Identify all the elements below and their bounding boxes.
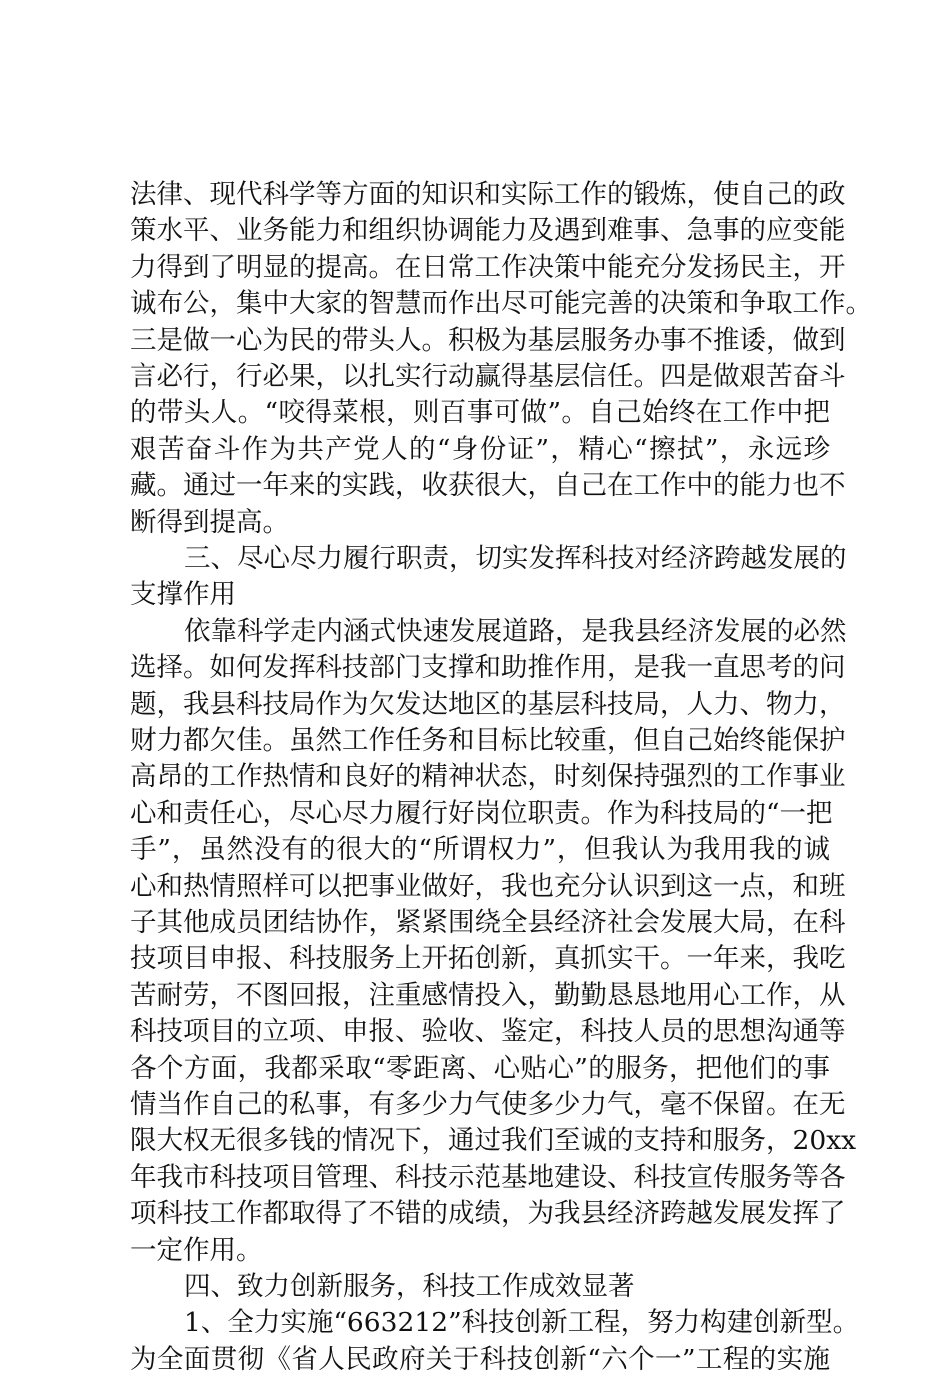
paragraph-line: 子其他成员团结协作，紧紧围绕全县经济社会发展大局，在科 bbox=[130, 907, 846, 938]
paragraph-line: 苦耐劳，不图回报，注重感情投入，勤勤恳恳地用心工作，从 bbox=[130, 980, 846, 1011]
paragraph-line: 各个方面，我都采取“零距离、心贴心”的服务，把他们的事 bbox=[130, 1053, 830, 1084]
paragraph-line: 策水平、业务能力和组织协调能力及遇到难事、急事的应变能 bbox=[130, 215, 846, 246]
paragraph-line: 1、全力实施“663212”科技创新工程，努力构建创新型。 bbox=[184, 1307, 860, 1338]
paragraph-line: 科技项目的立项、申报、验收、鉴定，科技人员的思想沟通等 bbox=[130, 1016, 846, 1047]
paragraph-line: 的带头人。“咬得菜根，则百事可做”。自己始终在工作中把 bbox=[130, 397, 830, 428]
paragraph-line: 藏。通过一年来的实践，收获很大，自己在工作中的能力也不 bbox=[130, 470, 846, 501]
paragraph-line: 高昂的工作热情和良好的精神状态，时刻保持强烈的工作事业 bbox=[130, 761, 846, 792]
section-heading-line: 四、致力创新服务，科技工作成效显著 bbox=[184, 1271, 635, 1302]
paragraph-line: 法律、现代科学等方面的知识和实际工作的锻炼，使自己的政 bbox=[130, 179, 846, 210]
paragraph-line: 为全面贯彻《省人民政府关于科技创新“六个一”工程的实施 bbox=[130, 1344, 830, 1375]
paragraph-line: 艰苦奋斗作为共产党人的“身份证”，精心“擦拭”，永远珍 bbox=[130, 434, 830, 465]
paragraph-line: 依靠科学走内涵式快速发展道路，是我县经济发展的必然 bbox=[184, 616, 847, 647]
paragraph-line: 诚布公，集中大家的智慧而作出尽可能完善的决策和争取工作。 bbox=[130, 288, 872, 319]
section-heading-line: 三、尽心尽力履行职责，切实发挥科技对经济跨越发展的 bbox=[184, 543, 847, 574]
paragraph-line: 心和热情照样可以把事业做好，我也充分认识到这一点，和班 bbox=[130, 871, 846, 902]
paragraph-line: 情当作自己的私事，有多少力气使多少力气，毫不保留。在无 bbox=[130, 1089, 846, 1120]
paragraph-line: 手”，虽然没有的很大的“所谓权力”，但我认为我用我的诚 bbox=[130, 834, 830, 865]
paragraph-line: 限大权无很多钱的情况下，通过我们至诚的支持和服务，20xx bbox=[130, 1125, 857, 1156]
paragraph-line: 年我市科技项目管理、科技示范基地建设、科技宣传服务等各 bbox=[130, 1162, 846, 1193]
paragraph-line: 支撑作用 bbox=[130, 579, 236, 610]
paragraph-line: 三是做一心为民的带头人。积极为基层服务办事不推诿，做到 bbox=[130, 325, 846, 356]
paragraph-line: 技项目申报、科技服务上开拓创新，真抓实干。一年来，我吃 bbox=[130, 943, 846, 974]
paragraph-line: 一定作用。 bbox=[130, 1235, 263, 1266]
paragraph-line: 断得到提高。 bbox=[130, 507, 289, 538]
paragraph-line: 选择。如何发挥科技部门支撑和助推作用，是我一直思考的问 bbox=[130, 652, 846, 683]
paragraph-line: 言必行，行必果，以扎实行动赢得基层信任。四是做艰苦奋斗 bbox=[130, 361, 846, 392]
paragraph-line: 力得到了明显的提高。在日常工作决策中能充分发扬民主，开 bbox=[130, 252, 846, 283]
paragraph-line: 题，我县科技局作为欠发达地区的基层科技局，人力、物力， bbox=[130, 689, 846, 720]
paragraph-line: 心和责任心，尽心尽力履行好岗位职责。作为科技局的“一把 bbox=[130, 798, 833, 829]
paragraph-line: 项科技工作都取得了不错的成绩，为我县经济跨越发展发挥了 bbox=[130, 1198, 846, 1229]
paragraph-line: 财力都欠佳。虽然工作任务和目标比较重，但自己始终能保护 bbox=[130, 725, 846, 756]
